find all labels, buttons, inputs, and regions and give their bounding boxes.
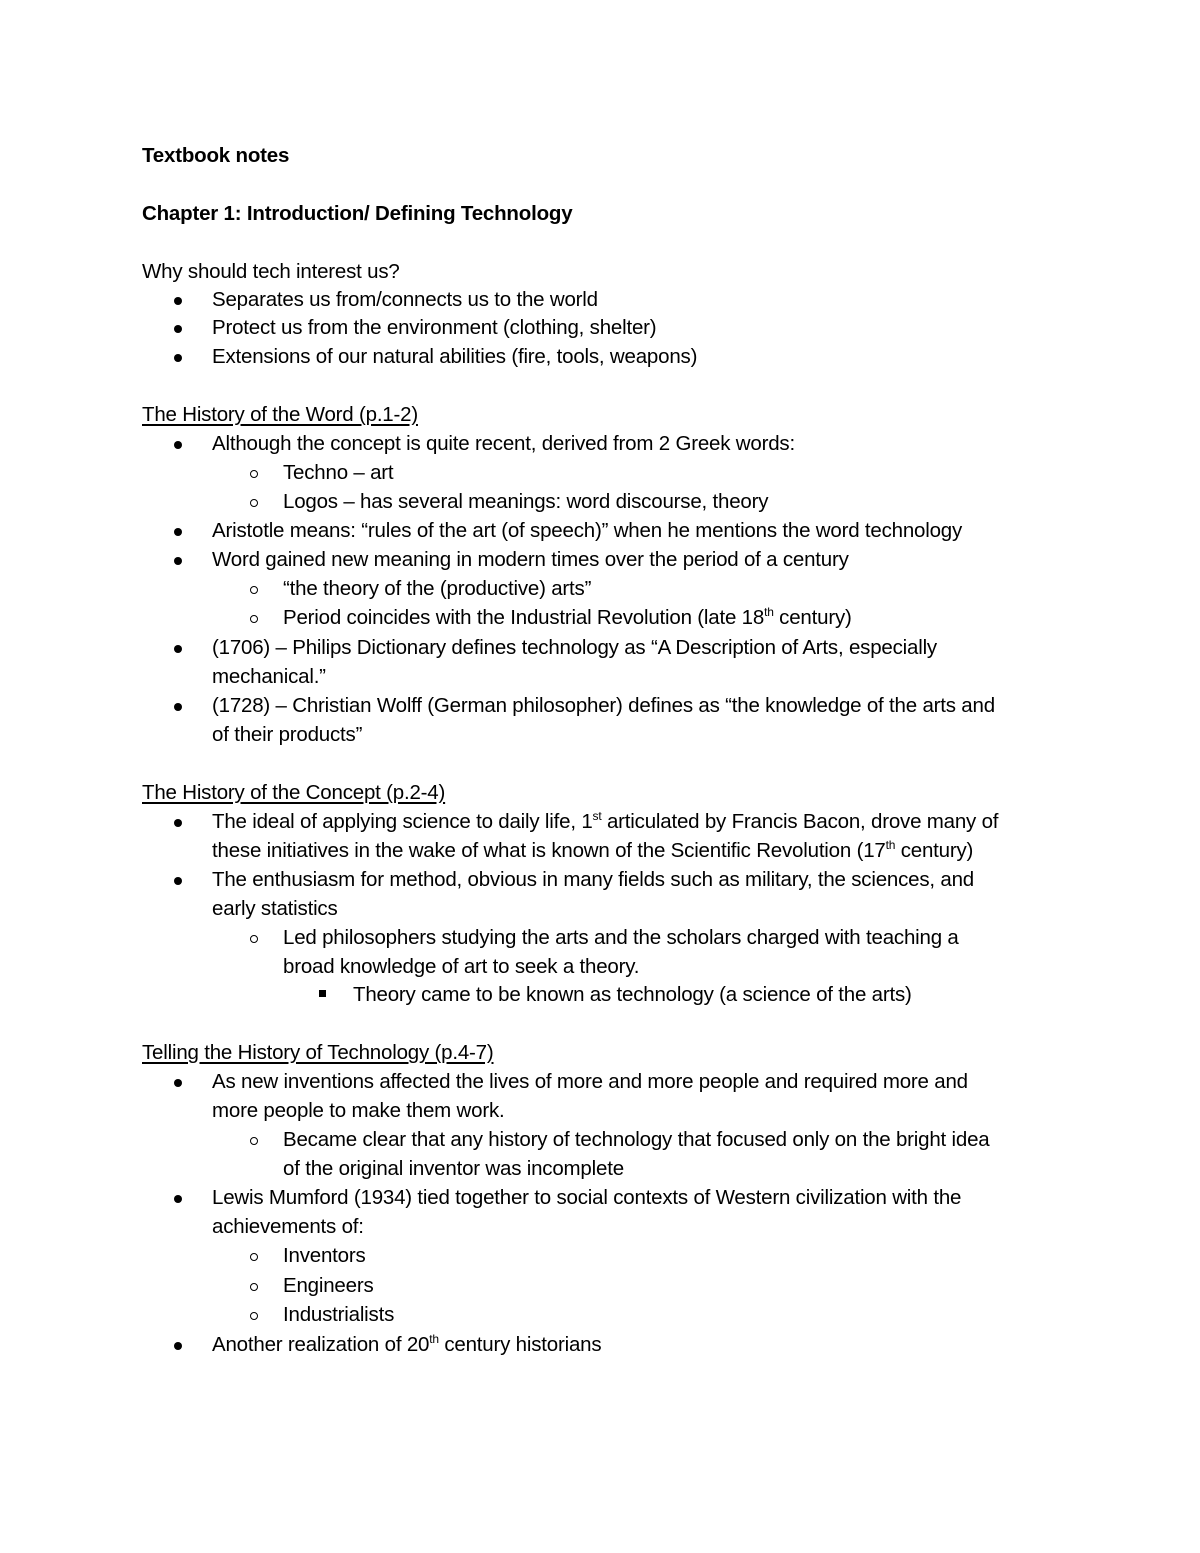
word-item-4-line-2: mechanical.” <box>212 665 326 688</box>
bullet-icon <box>174 557 182 565</box>
telling-item-2-sub-1: Inventors <box>283 1244 366 1267</box>
bullet-icon <box>174 1195 182 1203</box>
telling-item-1-sub-line-2: of the original inventor was incomplete <box>283 1157 624 1180</box>
concept-item-2-sub-line-2: broad knowledge of art to seek a theory. <box>283 955 640 978</box>
circle-bullet-icon <box>250 1283 258 1291</box>
word-item-5-line-1: (1728) – Christian Wolff (German philosopher) defines as “the knowledge of the arts and <box>212 694 995 717</box>
word-item-1-sub-1: Techno – art <box>283 461 394 484</box>
telling-section-heading: Telling the History of Technology (p.4-7) <box>142 1041 494 1064</box>
circle-bullet-icon <box>250 470 258 478</box>
word-item-2: Aristotle means: “rules of the art (of speech)” when he mentions the word technology <box>212 519 963 542</box>
why-item-1: Separates us from/connects us to the world <box>212 288 598 311</box>
word-section-heading: The History of the Word (p.1-2) <box>142 403 418 426</box>
bullet-icon <box>174 877 182 885</box>
concept-section-heading: The History of the Concept (p.2-4) <box>142 781 446 804</box>
telling-item-2-line-2: achievements of: <box>212 1215 364 1238</box>
circle-bullet-icon <box>250 1312 258 1320</box>
why-item-3: Extensions of our natural abilities (fire, tools, weapons) <box>212 345 698 368</box>
concept-item-2-subsub: Theory came to be known as technology (a science of the arts) <box>353 983 912 1006</box>
circle-bullet-icon <box>250 1253 258 1261</box>
word-item-5-line-2: of their products” <box>212 723 363 746</box>
telling-item-2-line-1: Lewis Mumford (1934) tied together to social contexts of Western civilization with the <box>212 1186 962 1209</box>
concept-item-2-line-2: early statistics <box>212 897 338 920</box>
telling-item-2-sub-3: Industrialists <box>283 1303 395 1326</box>
word-item-4-line-1: (1706) – Philips Dictionary defines technology as “A Description of Arts, especially <box>212 636 937 659</box>
circle-bullet-icon <box>250 615 258 623</box>
circle-bullet-icon <box>250 586 258 594</box>
telling-item-1-line-2: more people to make them work. <box>212 1099 505 1122</box>
square-bullet-icon <box>319 990 326 997</box>
bullet-icon <box>174 703 182 711</box>
word-item-3-sub-1: “the theory of the (productive) arts” <box>283 577 592 600</box>
telling-item-3: Another realization of 20th century historians <box>212 1332 602 1356</box>
bullet-icon <box>174 297 182 305</box>
circle-bullet-icon <box>250 499 258 507</box>
word-item-3: Word gained new meaning in modern times over the period of a century <box>212 548 849 571</box>
bullet-icon <box>174 528 182 536</box>
why-item-2: Protect us from the environment (clothing, shelter) <box>212 316 657 339</box>
bullet-icon <box>174 819 182 827</box>
word-item-1: Although the concept is quite recent, derived from 2 Greek words: <box>212 432 795 455</box>
document-title: Textbook notes <box>142 144 290 167</box>
circle-bullet-icon <box>250 1137 258 1145</box>
concept-item-2-sub-line-1: Led philosophers studying the arts and the scholars charged with teaching a <box>283 926 959 949</box>
word-item-1-sub-2: Logos – has several meanings: word discourse, theory <box>283 490 769 513</box>
bullet-icon <box>174 1342 182 1350</box>
bullet-icon <box>174 354 182 362</box>
word-item-3-sub-2: Period coincides with the Industrial Revolution (late 18th century) <box>283 605 852 629</box>
telling-item-1-sub-line-1: Became clear that any history of technology that focused only on the bright idea <box>283 1128 990 1151</box>
bullet-icon <box>174 645 182 653</box>
bullet-icon <box>174 325 182 333</box>
telling-item-2-sub-2: Engineers <box>283 1274 374 1297</box>
bullet-icon <box>174 1079 182 1087</box>
bullet-icon <box>174 441 182 449</box>
concept-item-1-line-1: The ideal of applying science to daily life, 1st articulated by Francis Bacon, drove many of <box>212 809 999 833</box>
chapter-heading: Chapter 1: Introduction/ Defining Technology <box>142 202 573 225</box>
concept-item-1-line-2: these initiatives in the wake of what is known of the Scientific Revolution (17th century) <box>212 838 974 862</box>
why-question: Why should tech interest us? <box>142 260 400 283</box>
circle-bullet-icon <box>250 935 258 943</box>
telling-item-1-line-1: As new inventions affected the lives of more and more people and required more and <box>212 1070 968 1093</box>
concept-item-2-line-1: The enthusiasm for method, obvious in many fields such as military, the sciences, and <box>212 868 974 891</box>
